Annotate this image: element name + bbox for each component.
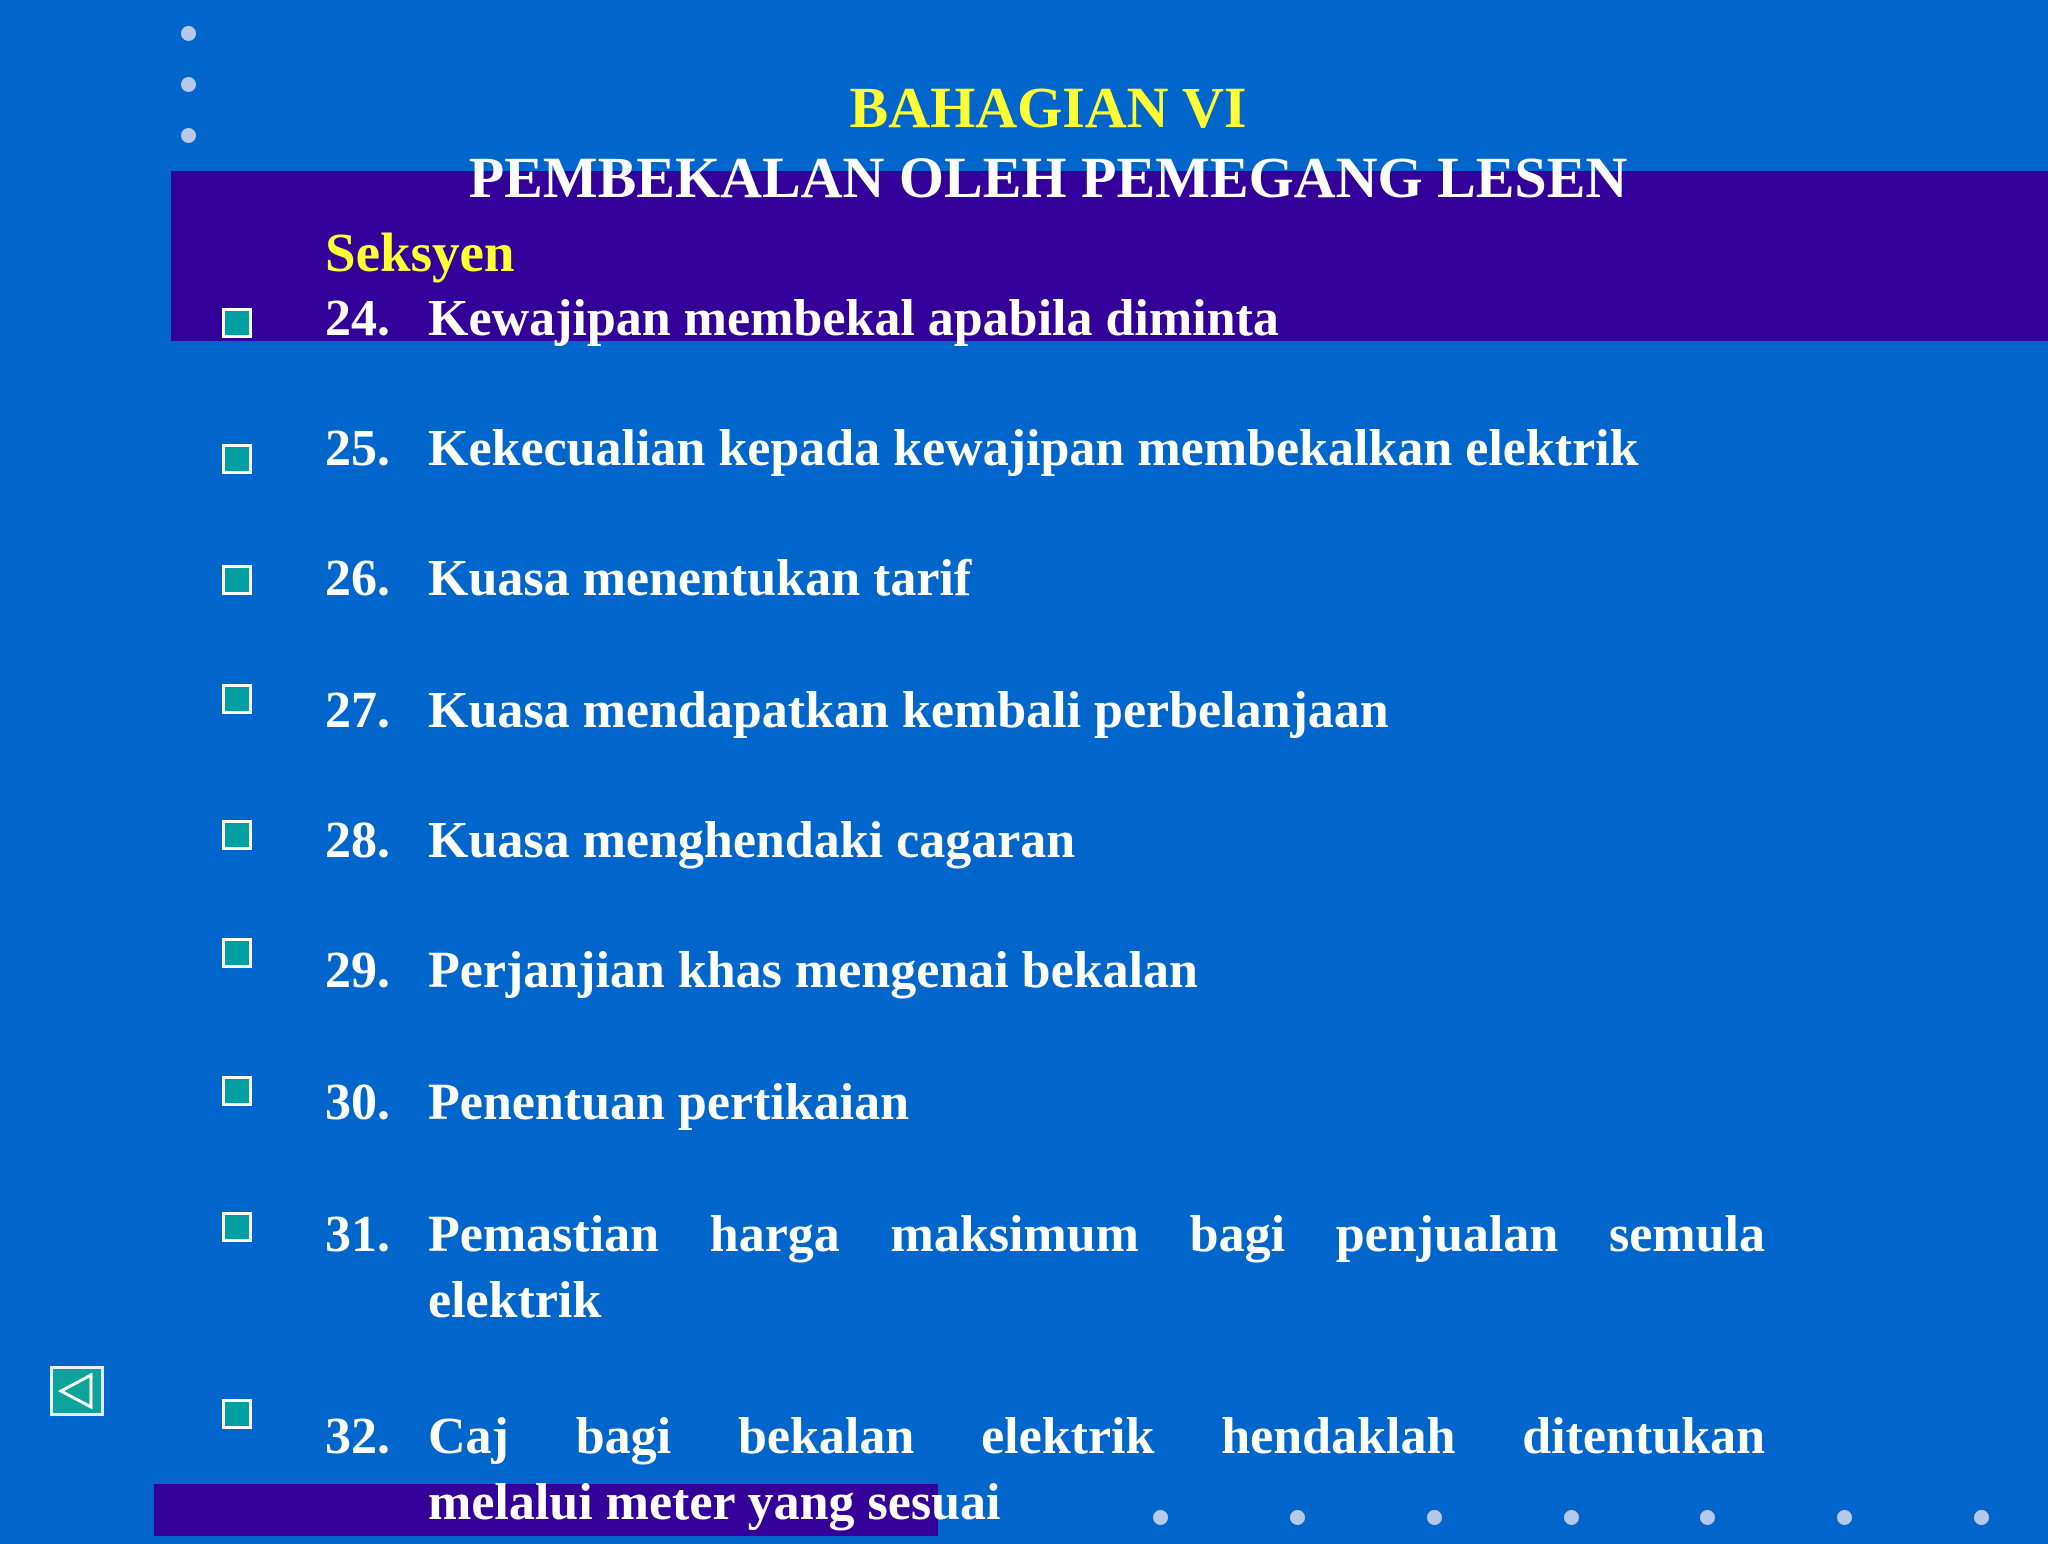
section-title: Kuasa mendapatkan kembali perbelanjaan bbox=[428, 682, 1389, 739]
square-bullet-icon bbox=[222, 1076, 252, 1106]
section-title: Penentuan pertikaian bbox=[428, 1074, 910, 1131]
square-bullet-icon bbox=[222, 684, 252, 714]
section-title: Kekecualian kepada kewajipan membekalkan elektrik bbox=[428, 420, 1639, 477]
decor-dot bbox=[181, 26, 196, 41]
list-item bbox=[0, 416, 2048, 556]
section-title-line1: Caj bagi bekalan elektrik hendaklah ditentukan bbox=[428, 1408, 1765, 1465]
list-item bbox=[0, 546, 2048, 686]
square-bullet-icon bbox=[222, 565, 252, 595]
section-title bbox=[428, 1202, 1765, 1268]
square-bullet-icon bbox=[222, 1399, 252, 1429]
list-item bbox=[0, 1202, 2048, 1342]
slide-title: BAHAGIAN VI bbox=[849, 75, 1247, 140]
list-item bbox=[0, 1070, 2048, 1210]
square-bullet-icon bbox=[222, 820, 252, 850]
section-number: 24. bbox=[325, 290, 390, 347]
section-number: 29. bbox=[325, 942, 390, 999]
list-item bbox=[0, 808, 2048, 948]
section-number: 32. bbox=[325, 1408, 390, 1465]
section-title bbox=[428, 1404, 1765, 1470]
section-title-continued: melalui meter yang sesuai bbox=[428, 1474, 1001, 1531]
section-label: Seksyen bbox=[325, 222, 515, 283]
section-title: Kuasa menghendaki cagaran bbox=[428, 812, 1076, 869]
list-item bbox=[0, 1404, 2048, 1544]
square-bullet-icon bbox=[222, 444, 252, 474]
section-number: 28. bbox=[325, 812, 390, 869]
section-title-continued: elektrik bbox=[428, 1272, 602, 1329]
square-bullet-icon bbox=[222, 938, 252, 968]
triangle-left-icon bbox=[53, 1369, 101, 1413]
square-bullet-icon bbox=[222, 1212, 252, 1242]
list-item bbox=[0, 678, 2048, 818]
section-title: Kewajipan membekal apabila diminta bbox=[428, 290, 1279, 347]
section-number: 31. bbox=[325, 1206, 390, 1263]
slide-subtitle: PEMBEKALAN OLEH PEMEGANG LESEN bbox=[468, 145, 1628, 210]
section-number: 25. bbox=[325, 420, 390, 477]
section-number: 26. bbox=[325, 550, 390, 607]
square-bullet-icon bbox=[222, 308, 252, 338]
section-title-line1: Pemastian harga maksimum bagi penjualan semula bbox=[428, 1206, 1765, 1263]
list-item bbox=[0, 286, 2048, 426]
section-title: Perjanjian khas mengenai bekalan bbox=[428, 942, 1198, 999]
list-item bbox=[0, 938, 2048, 1078]
section-title: Kuasa menentukan tarif bbox=[428, 550, 972, 607]
section-number: 27. bbox=[325, 682, 390, 739]
back-button[interactable] bbox=[50, 1366, 104, 1416]
section-number: 30. bbox=[325, 1074, 390, 1131]
